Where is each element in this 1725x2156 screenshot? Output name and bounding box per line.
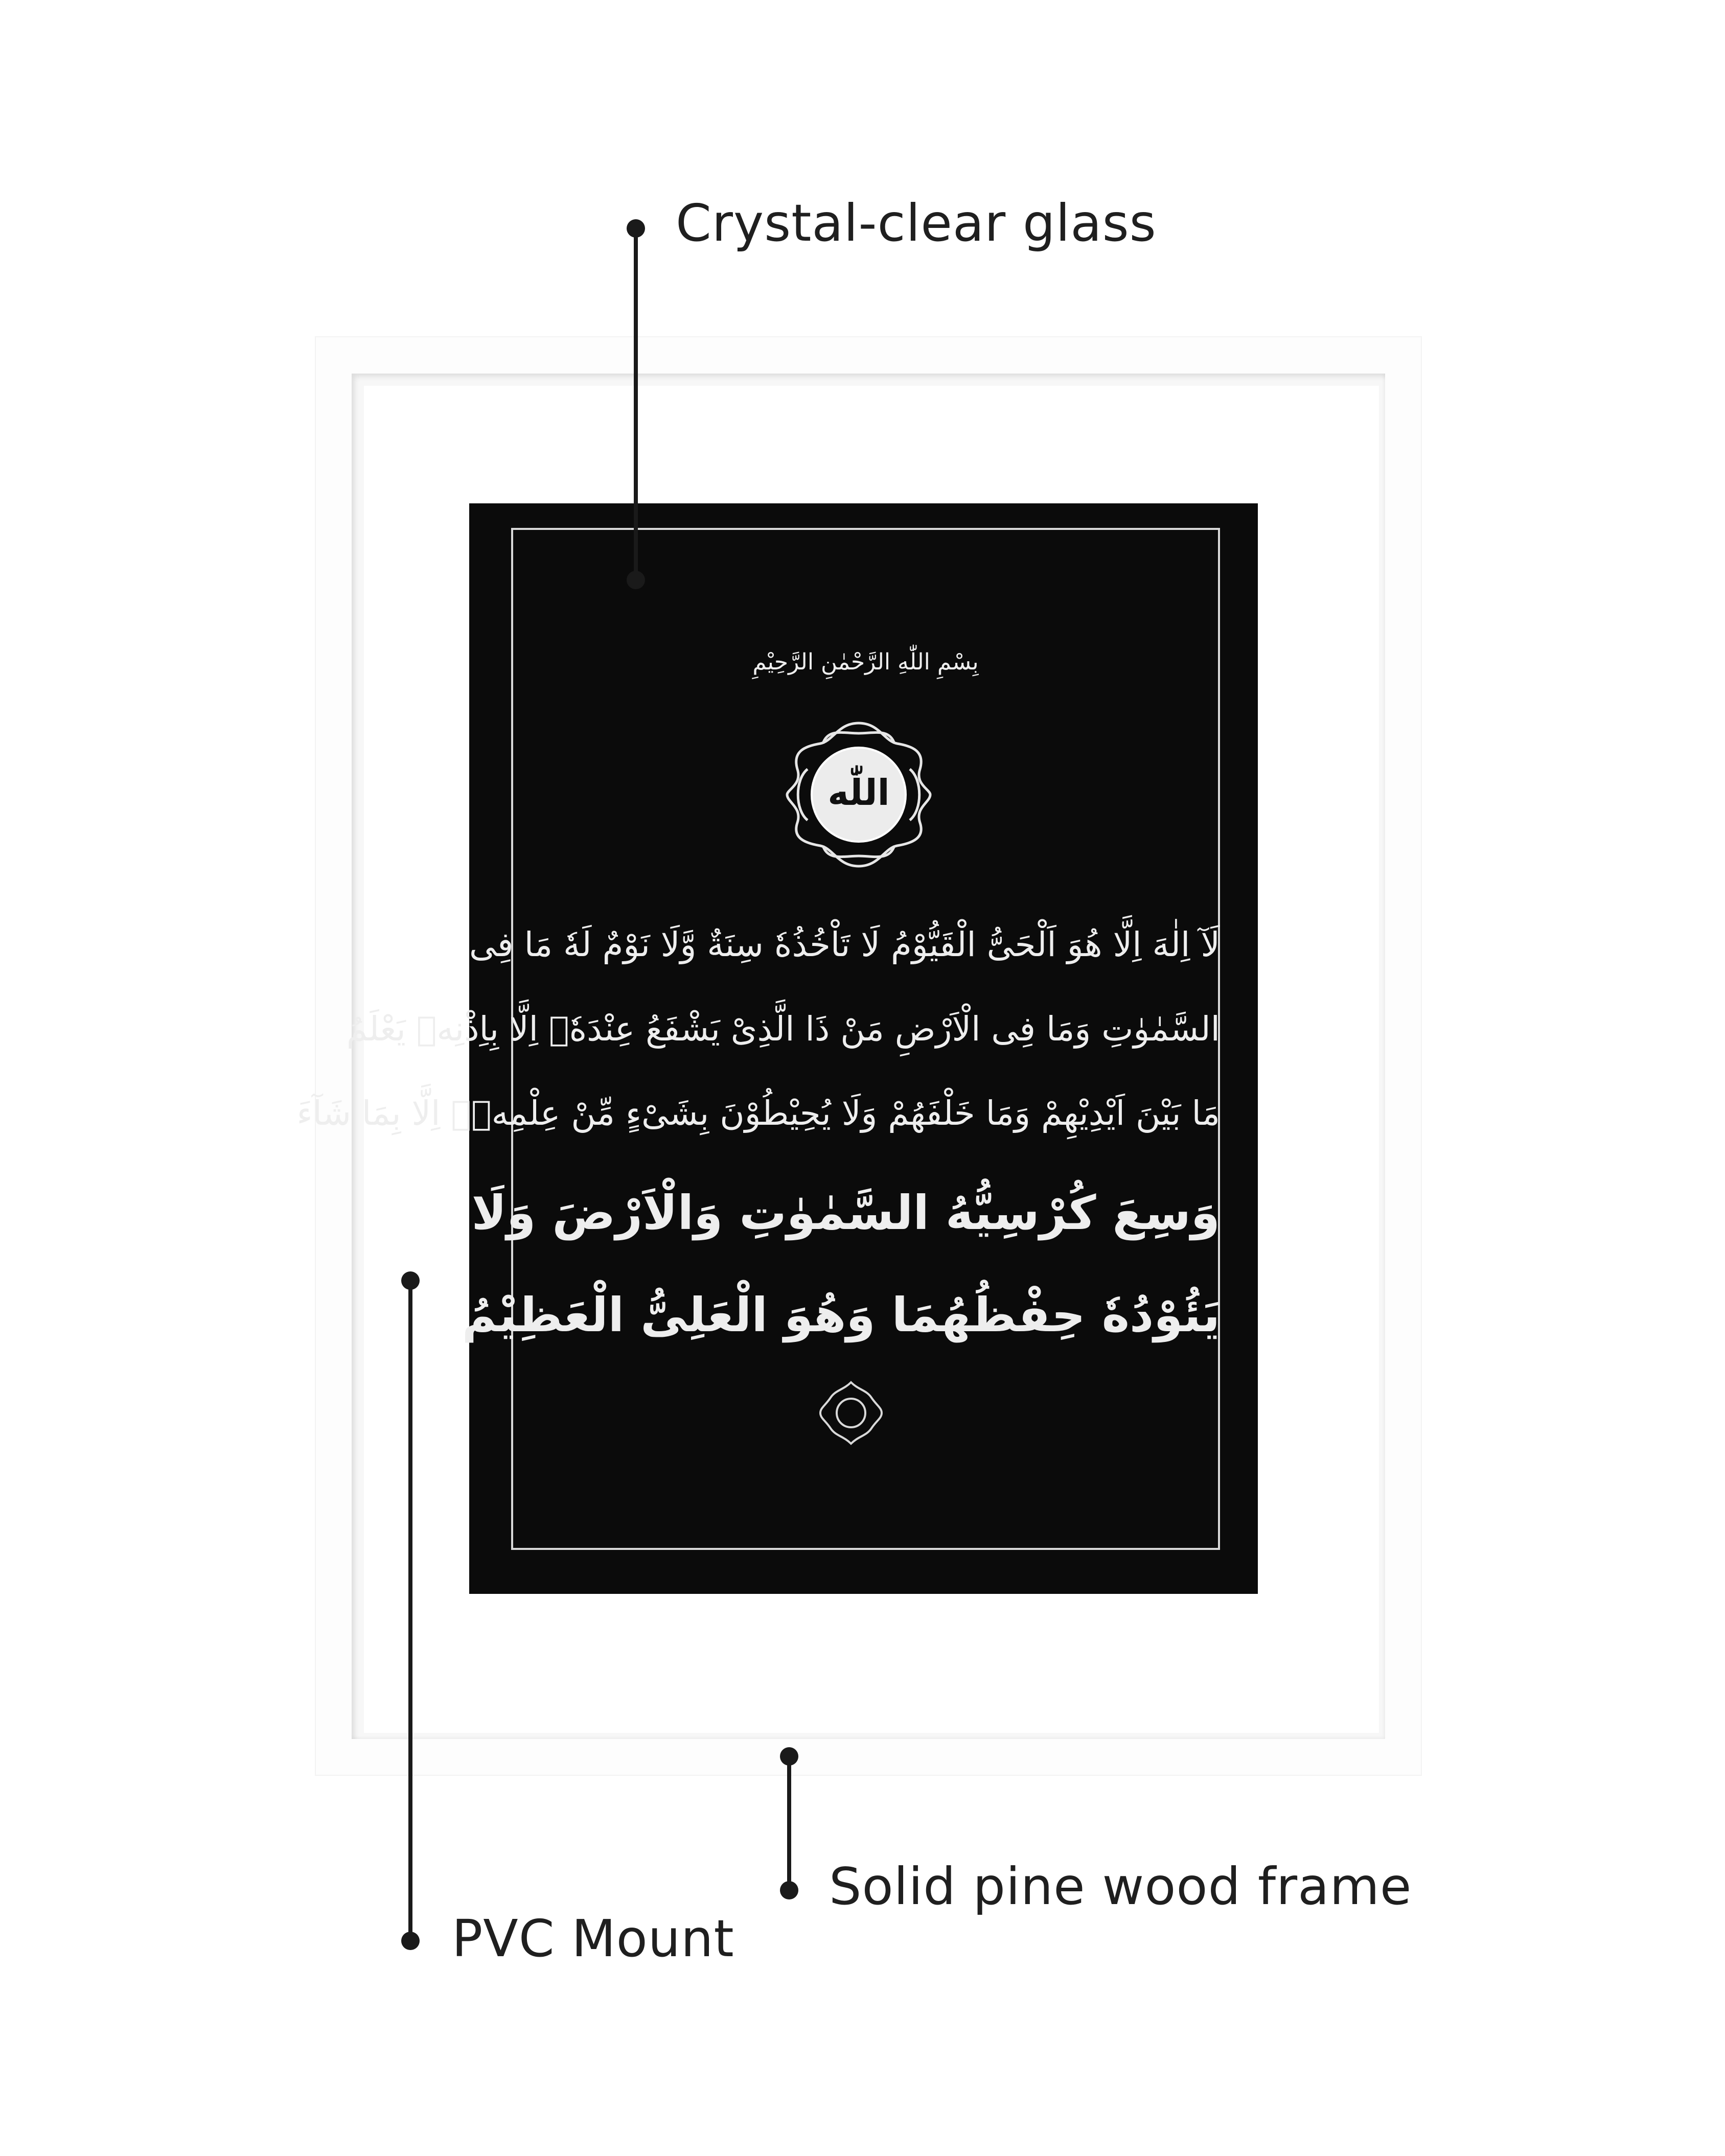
medallion-allah-text: اللّٰه — [827, 772, 890, 814]
bottom-ornament-icon — [813, 1375, 889, 1451]
frame-callout-line — [787, 1756, 791, 1890]
mount-callout-line — [408, 1281, 412, 1941]
glass-callout-dot-bottom — [627, 571, 645, 589]
frame-callout-dot-bottom — [780, 1881, 798, 1899]
verse-line-1: لَآ اِلٰهَ اِلَّا هُوَ اَلْحَیُّ الْقَیُّوْمُ لَا تَاْخُذُهٗ سِنَةٌ وَّلَا نَوْمٌ لَهٗ مَا فِی — [469, 925, 1220, 964]
mount-callout-label: PVC Mount — [452, 1909, 734, 1968]
verse-line-3: مَا بَیْنَ اَیْدِیْهِمْ وَمَا خَلْفَهُمْ وَلَا یُحِیْطُوْنَ بِشَیْءٍ مِّنْ عِلْمِهٖۤ اِلَّا بِمَا شَآءَ — [296, 1094, 1220, 1133]
verse-line-5: یَئُوْدُهٗ حِفْظُهُمَا وَهُوَ الْعَلِیُّ الْعَظِیْمُ — [462, 1288, 1220, 1342]
mount-callout-dot-bottom — [401, 1932, 420, 1950]
bismillah-text: بِسْمِ اللّٰهِ الرَّحْمٰنِ الرَّحِيْمِ — [752, 649, 979, 675]
verse-line-4: وَسِعَ كُرْسِیُّهُ السَّمٰوٰتِ وَالْاَرْضَ وَلَا — [471, 1186, 1220, 1240]
glass-callout-label: Crystal-clear glass — [676, 193, 1157, 253]
frame-callout-label: Solid pine wood frame — [829, 1857, 1412, 1916]
glass-callout-line — [634, 228, 638, 580]
verse-line-2: السَّمٰوٰتِ وَمَا فِی الْاَرْضِ مَنْ ذَا الَّذِیْ یَشْفَعُ عِنْدَهٗۤ اِلَّا بِاِذْنِهٖ یَعْلَمُ — [346, 1009, 1220, 1049]
